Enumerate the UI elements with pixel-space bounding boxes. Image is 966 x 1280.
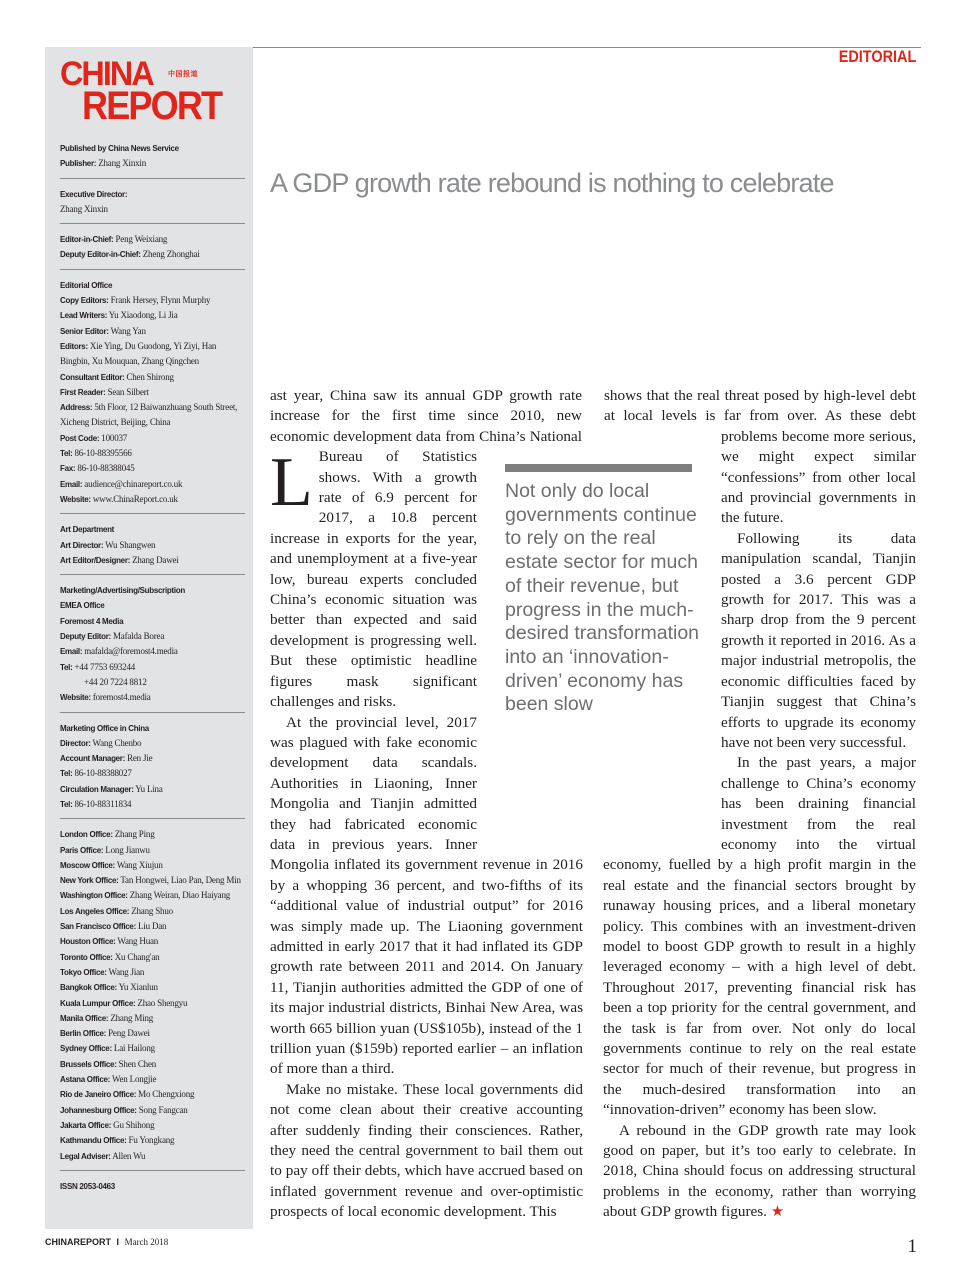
masthead-label: Executive Director: [60, 189, 128, 199]
masthead-line [60, 919, 245, 934]
masthead-label: Tel: [60, 799, 73, 809]
paragraph-1-text: ast year, China saw its annual GDP growth rate increase for the first time since 2010, new economic development data from China’s National Bureau of Statistics shows. With a growth rate of 6.9 percent for 2017, a 10.8 percent increase in exports for the year, and unemployment at a five-year low, bureau experts concluded China’s economic situation was better than expected and said development is progressing well. But these optimistic headline figures mask significant challenges and risks. [270, 387, 582, 711]
masthead-value: Long Jianwu [105, 844, 150, 855]
masthead-value: Song Fangcan [138, 1104, 188, 1115]
masthead-label: New York Office: [60, 876, 119, 886]
masthead-value[interactable]: audience@chinareport.co.uk [84, 478, 183, 489]
masthead-line [60, 1149, 245, 1164]
masthead-line [60, 629, 245, 644]
masthead-line [60, 980, 245, 995]
masthead-line [60, 522, 245, 537]
masthead-label: Account Manager: [60, 754, 125, 764]
masthead-line [60, 156, 245, 171]
masthead-group [60, 721, 245, 820]
masthead-value: Gu Shihong [113, 1119, 155, 1130]
pullquote-bar [505, 464, 692, 472]
drop-cap: L [270, 444, 313, 521]
masthead-line [60, 431, 245, 446]
masthead-value: Yu Xianlun [118, 982, 158, 993]
masthead-line [60, 751, 245, 766]
masthead-value: Zheng Zhonghai [142, 249, 200, 260]
masthead-label: Jakarta Office: [60, 1120, 112, 1130]
masthead-label: Tel: [60, 662, 73, 672]
masthead-line [60, 232, 245, 247]
masthead-label: San Francisco Office: [60, 922, 136, 932]
masthead-value: Zhao Shengyu [137, 997, 188, 1008]
masthead-label: Tel: [60, 769, 73, 779]
masthead-value: Zhang Xinxin [98, 158, 147, 169]
masthead-value: 5th Floor, 12 Baiwanzhuang South Street, Xicheng District, Beijing, China [60, 402, 238, 428]
masthead-value[interactable]: foremost4.media [92, 692, 151, 703]
masthead-value: 100037 [101, 432, 128, 443]
masthead-value: Zhang Weiran, Diao Haiyang [129, 890, 231, 901]
logo-chinese-text: 中国报道 [168, 70, 198, 78]
masthead-line [60, 873, 245, 888]
masthead-value: Zhang Ming [110, 1012, 154, 1023]
masthead-label: Marketing/Advertising/Subscription [60, 586, 185, 596]
paragraph-6: In the past years, a major challenge to China’s economy has been draining financial investment from the real economy into the virtual economy, fuelled by a high profit margin in the real estate and the financial sectors brought by runaway housing prices, and a liberal monetary policy. This combines with an investment-driven model to boost GDP growth to result in a highly leveraged economy – with a high level of debt. Throughout 2017, preventing financial risk has been a top priority for the central government, and the task is far from over. Not only do local governments continue to rely on the real estate sector for much of their revenue, but progress in the much-desired transformation into an “innovation-driven” economy has been slow. [603, 754, 916, 1119]
masthead-line [60, 385, 245, 400]
masthead-line [60, 904, 245, 919]
masthead-value: 86-10-88388027 [74, 768, 132, 779]
masthead-line [60, 461, 245, 476]
logo-line-report: REPORT [82, 84, 222, 128]
masthead-value: 86-10-88388045 [77, 463, 135, 474]
masthead-label: Deputy Editor-in-Chief: [60, 250, 141, 260]
masthead-label: Art Director: [60, 540, 104, 550]
masthead-line [60, 1057, 245, 1072]
masthead-line [60, 202, 245, 217]
masthead-line [60, 492, 245, 507]
wrap-spacer [582, 386, 583, 448]
masthead-value: Peng Dawei [108, 1028, 150, 1039]
paragraph-4: shows that the real threat posed by high-level debt at local levels is far from over. As these debt problems become more serious, we might expect similar “confessions” from other local and provincial governments in the future. [604, 387, 916, 527]
masthead-line [60, 950, 245, 965]
masthead-credits [60, 141, 245, 1208]
masthead-value: Mafalda Borea [112, 631, 165, 642]
masthead-group [60, 1179, 245, 1200]
masthead-value[interactable]: mafalda@foremost4.media [84, 646, 178, 657]
masthead-label: Deputy Editor: [60, 632, 111, 642]
logo-line-china: CHINA [60, 55, 153, 93]
masthead-value: Wang Xiujun [116, 859, 163, 870]
masthead-label: Publisher: [60, 159, 97, 169]
masthead-line [60, 324, 245, 339]
masthead-value: +44 20 7224 8812 [84, 676, 147, 687]
masthead-label: Legal Adviser: [60, 1151, 111, 1161]
masthead-value: Shen Chen [118, 1058, 157, 1069]
masthead-label: Astana Office: [60, 1075, 111, 1085]
masthead-value: Wen Longjie [111, 1074, 157, 1085]
masthead-line [60, 934, 245, 949]
masthead-value: Ren Jie [127, 753, 153, 764]
masthead-line [60, 446, 245, 461]
paragraph-2: At the provincial level, 2017 was plagued with fake economic development data scandals. Authorities in Liaoning, Inner Mongolia and Tianjin admitted they had fabricated economic data in previous years. Inner Mongolia inflated its government revenue in 2016 by a whopping 36 percent, and two-fifths of its “additional value of industrial output” for 2016 was simply made up. The Liaoning government admitted in early 2017 that it had inflated its GDP growth rate between 2011 and 2014. On January 11, Tianjin authorities admitted the GDP of one of its major industrial districts, Binhai New Area, was worth 665 billion yuan (US$105b), instead of the 1 trillion yuan ($159b) reported earlier – an inflation of more than a third. [270, 713, 583, 1078]
article-headline: A GDP growth rate rebound is nothing to celebrate [270, 168, 834, 198]
masthead-line [60, 598, 245, 613]
masthead-value: Zhang Xinxin [60, 203, 108, 214]
china-report-logo[interactable] [60, 55, 250, 128]
header-rule [253, 47, 921, 48]
masthead-label: Address: [60, 403, 93, 413]
section-label[interactable]: EDITORIAL [838, 47, 916, 66]
masthead-value: Xu Chang'an [114, 951, 160, 962]
masthead-value: Zhang Shuo [131, 905, 173, 916]
paragraph-5: Following its data manipulation scandal, Tianjin posted a 3.6 percent GDP growth for 2017. This was a sharp drop from the 9 percent growth it reported in 2016. As a major industrial metropolis, the economic difficulties faced by Tianjin suggest that China’s efforts to upgrade its economy have not been very successful. [721, 529, 916, 751]
end-star-icon: ★ [770, 1203, 785, 1221]
masthead-label: Lead Writers: [60, 311, 108, 321]
masthead-label: Berlin Office: [60, 1029, 107, 1039]
masthead-label: Email: [60, 479, 83, 489]
masthead-label: Website: [60, 494, 91, 504]
footer-brand: CHINAREPORT [45, 1237, 112, 1247]
masthead-line [60, 1118, 245, 1133]
masthead-label: Manila Office: [60, 1013, 109, 1023]
masthead-line [60, 721, 245, 736]
masthead-value: 86-10-88395566 [74, 448, 132, 459]
masthead-label: Art Department [60, 525, 115, 535]
masthead-group [60, 141, 245, 179]
masthead-label: Brussels Office: [60, 1059, 117, 1069]
masthead-label: Rio de Janeiro Office: [60, 1090, 137, 1100]
masthead-label: Director: [60, 738, 91, 748]
footer-issue: March 2018 [124, 1237, 169, 1247]
masthead-label: Editorial Office [60, 280, 113, 290]
masthead-label: Editors: [60, 341, 88, 351]
paragraph-3: Make no mistake. These local governments did not come clean about their creative accounting after suddenly finding their consciences. Rather, they need the central government to bail them out to pay off their debts, which have accrued based on inflated government revenue and over-optimistic prospects of local economic development. This [270, 1080, 583, 1221]
masthead-line [60, 1133, 245, 1148]
masthead-label: Published by China News Service [60, 144, 179, 153]
masthead-line [60, 644, 245, 659]
masthead-value: Frank Hersey, Flynn Murphy [110, 295, 211, 306]
masthead-value: 86-10-88311834 [74, 798, 132, 809]
masthead-line [60, 583, 245, 598]
masthead-label: Tel: [60, 449, 73, 459]
masthead-value: Xie Ying, Du Guodong, Yi Ziyi, Han Bingbin, Xu Mouquan, Zhang Qingchen [60, 340, 217, 367]
masthead-line [60, 690, 245, 705]
masthead-line [60, 614, 245, 629]
masthead-label: Kuala Lumpur Office: [60, 998, 136, 1008]
masthead-label: Johannesburg Office: [60, 1105, 137, 1115]
masthead-line [60, 996, 245, 1011]
masthead-label: Circulation Manager: [60, 784, 134, 794]
masthead-line [60, 766, 245, 781]
masthead-label: Senior Editor: [60, 326, 109, 336]
masthead-value: Wu Shangwen [105, 539, 156, 550]
masthead-line [60, 293, 245, 308]
masthead-value: Lai Hailong [113, 1043, 155, 1054]
masthead-label: Consultant Editor: [60, 372, 125, 382]
masthead-value: Peng Weixiang [115, 234, 168, 245]
masthead-value: Tan Hongwei, Liao Pan, Deng Min [120, 875, 241, 886]
masthead-line [60, 400, 245, 431]
masthead-label: Website: [60, 693, 91, 703]
masthead-label: Kathmandu Office: [60, 1136, 127, 1146]
page-footer [45, 1237, 168, 1247]
masthead-line [60, 797, 245, 812]
masthead-line [60, 965, 245, 980]
masthead-label: Editor-in-Chief: [60, 235, 114, 245]
masthead-value: Mo Chengxiong [138, 1089, 195, 1100]
pullquote: Not only do local governments continue to rely on the real estate sector for much of their revenue, but progress in the much-desired transformation into an ‘innovation-driven’ economy has been slow [505, 480, 700, 716]
masthead-label: Copy Editors: [60, 296, 109, 306]
masthead-value: Sean Silbert [107, 386, 149, 397]
masthead-line [60, 888, 245, 903]
masthead-line [60, 660, 245, 675]
masthead-sidebar [45, 47, 253, 1229]
masthead-line [60, 370, 245, 385]
masthead-group [60, 278, 245, 514]
masthead-group [60, 827, 245, 1171]
masthead-value: Liu Dan [138, 921, 167, 932]
masthead-label: Los Angeles Office: [60, 906, 130, 916]
masthead-value: Chen Shirong [126, 371, 174, 382]
masthead-line [60, 278, 245, 293]
footer-separator: I [116, 1237, 120, 1247]
masthead-line [60, 1026, 245, 1041]
masthead-label: Email: [60, 647, 83, 657]
masthead-value: Wang Yan [110, 325, 146, 336]
masthead-label: Paris Office: [60, 845, 104, 855]
masthead-group [60, 187, 245, 225]
masthead-value: Yu Xiaodong, Li Jia [108, 310, 178, 321]
masthead-line [60, 1103, 245, 1118]
masthead-label: Marketing Office in China [60, 723, 149, 733]
masthead-group [60, 232, 245, 270]
masthead-group [60, 583, 245, 712]
masthead-label: Tokyo Office: [60, 967, 107, 977]
masthead-label: ISSN 2053-0463 [60, 1181, 115, 1191]
masthead-line [60, 843, 245, 858]
masthead-value: Yu Lina [135, 783, 163, 794]
masthead-value: Allen Wu [112, 1150, 146, 1161]
masthead-label: Toronto Office: [60, 952, 113, 962]
masthead-label: Art Editor/Designer: [60, 555, 131, 565]
masthead-value: Zhang Ping [114, 829, 155, 840]
masthead-line [60, 675, 245, 690]
masthead-label: Foremost 4 Media [60, 616, 124, 626]
masthead-value: Wang Jian [108, 966, 145, 977]
masthead-label: Moscow Office: [60, 860, 115, 870]
masthead-line [60, 247, 245, 262]
masthead-line [60, 339, 245, 370]
masthead-label: Post Code: [60, 433, 100, 443]
masthead-value: +44 7753 693244 [74, 661, 136, 672]
masthead-line [60, 1179, 245, 1194]
masthead-line [60, 141, 245, 156]
masthead-line [60, 538, 245, 553]
masthead-label: EMEA Office [60, 601, 105, 611]
masthead-line [60, 1041, 245, 1056]
masthead-label: First Reader: [60, 387, 106, 397]
masthead-value: Fu Yongkang [128, 1135, 175, 1146]
masthead-label: Houston Office: [60, 937, 116, 947]
paragraph-7 [603, 1121, 916, 1223]
masthead-line [60, 1011, 245, 1026]
masthead-line [60, 308, 245, 323]
masthead-label: London Office: [60, 830, 113, 840]
masthead-value: Zhang Dawei [132, 554, 179, 565]
masthead-line [60, 1072, 245, 1087]
masthead-line [60, 1087, 245, 1102]
masthead-line [60, 477, 245, 492]
masthead-line [60, 553, 245, 568]
masthead-label: Bangkok Office: [60, 983, 117, 993]
masthead-label: Washington Office: [60, 891, 128, 901]
masthead-value: Wang Chenbo [92, 737, 142, 748]
masthead-label: Fax: [60, 464, 76, 474]
page-number: 1 [907, 1236, 917, 1257]
masthead-line [60, 187, 245, 202]
masthead-value: Wang Huan [117, 936, 159, 947]
masthead-label: Sydney Office: [60, 1044, 112, 1054]
paragraph-7-text: A rebound in the GDP growth rate may look good on paper, but it’s too early to celebrate. In 2018, China should focus on addressing structural problems in the economy, rather than worrying about GDP growth figures. [603, 1121, 916, 1221]
masthead-value[interactable]: www.ChinaReport.co.uk [92, 493, 178, 504]
masthead-line [60, 858, 245, 873]
masthead-line [60, 827, 245, 842]
masthead-line [60, 736, 245, 751]
masthead-group [60, 522, 245, 575]
masthead-line [60, 782, 245, 797]
